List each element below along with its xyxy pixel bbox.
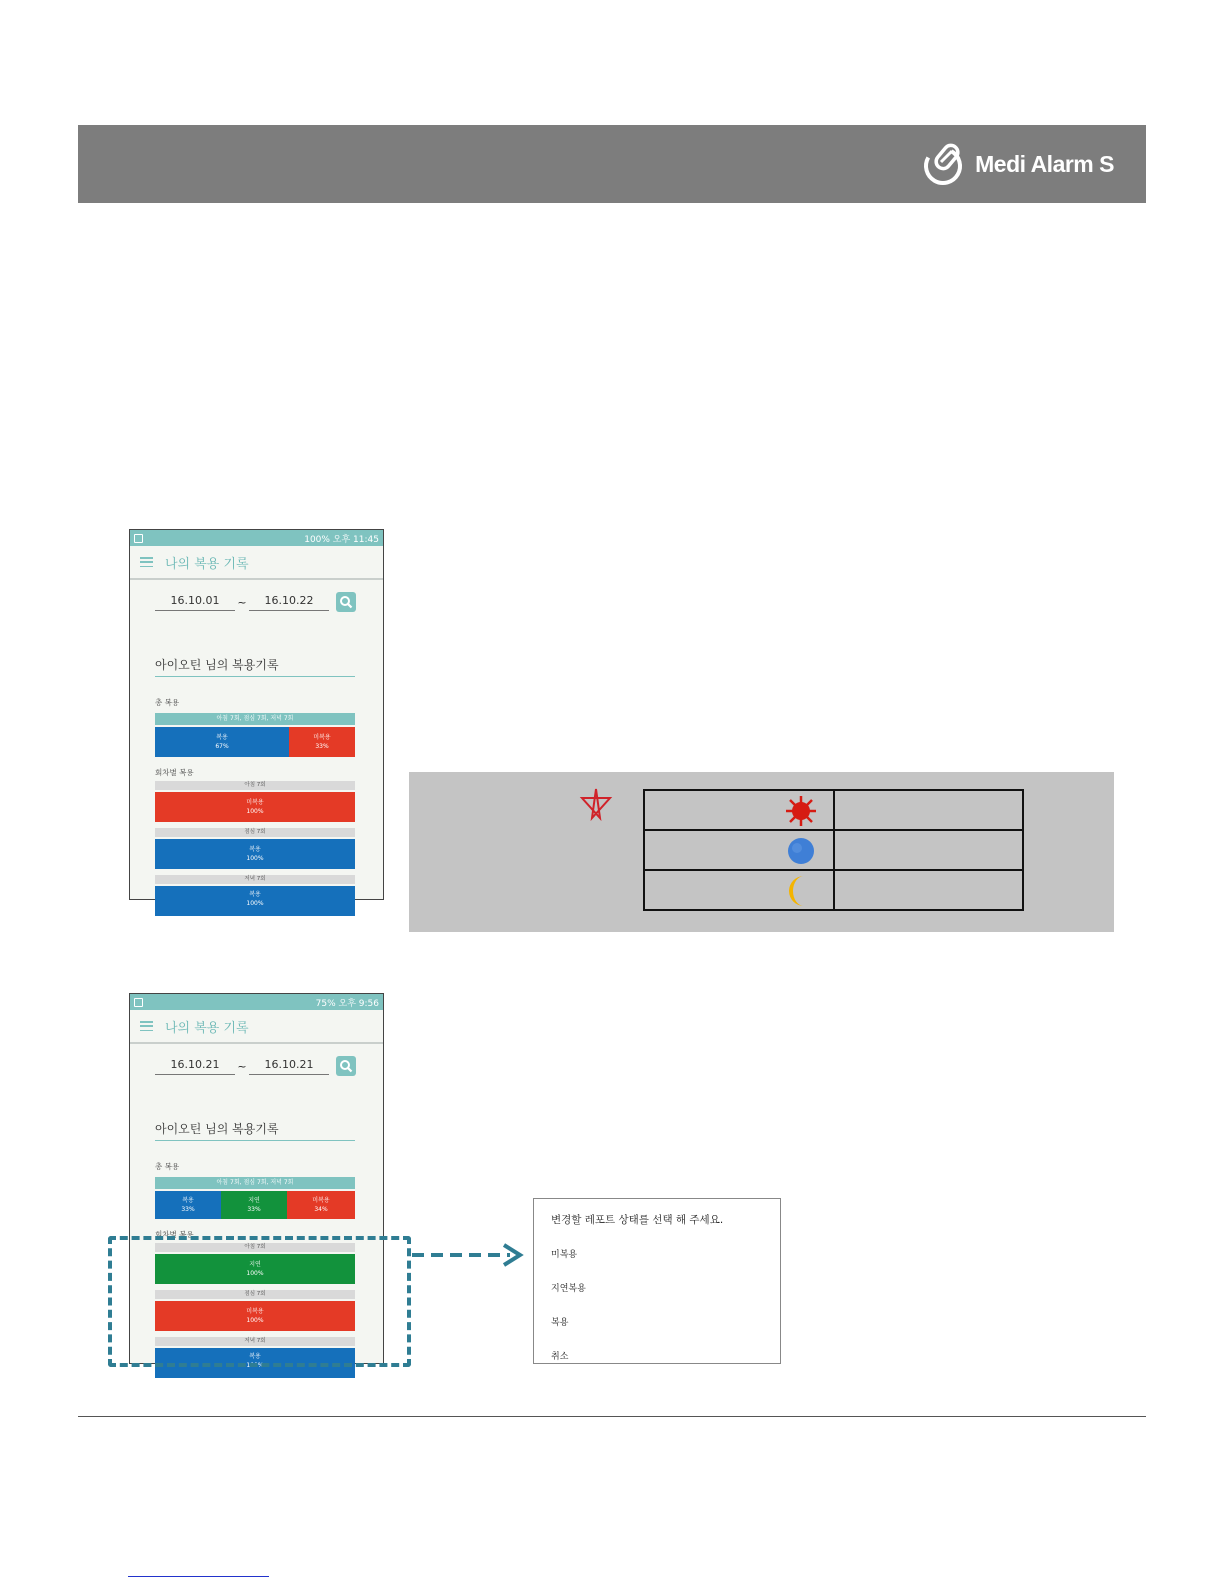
- round-bar[interactable]: [155, 839, 355, 869]
- total-segment-delayed: 지연 33%: [221, 1191, 287, 1219]
- round-band: 저녁 7회: [155, 1337, 355, 1346]
- search-icon: [339, 1059, 353, 1073]
- menu-icon[interactable]: [140, 1021, 153, 1031]
- status-text: 100% 오후 11:45: [304, 534, 379, 545]
- status-bar: [130, 530, 383, 546]
- round-segment: 복용 100%: [155, 886, 355, 916]
- total-bar: [155, 727, 355, 757]
- round-segment: 복용 100%: [155, 1348, 355, 1378]
- total-band: 아침 7회, 점심 7회, 저녁 7회: [155, 713, 355, 725]
- page-title: 나의 복용 기록: [165, 556, 249, 572]
- dialog-option-cancel[interactable]: 취소: [551, 1352, 569, 1362]
- footer-divider: [78, 1416, 1146, 1417]
- round-band: 점심 7회: [155, 828, 355, 837]
- header-bar: [78, 125, 1146, 203]
- legend-row-lunch: [644, 830, 1023, 870]
- highlight-box: [108, 1236, 411, 1367]
- moon-icon: [784, 874, 818, 908]
- app-bar: [130, 546, 383, 580]
- round-band: 점심 7회: [155, 1290, 355, 1299]
- total-label: 총 복용: [155, 698, 180, 707]
- date-range: [130, 592, 383, 612]
- star-icon: [579, 787, 613, 821]
- search-icon: [339, 595, 353, 609]
- search-button[interactable]: [336, 1056, 356, 1076]
- page-title: 나의 복용 기록: [165, 1020, 249, 1036]
- status-bar: [130, 994, 383, 1010]
- total-band: 아침 7회, 점심 7회, 저녁 7회: [155, 1177, 355, 1189]
- total-segment-missed: 미복용 33%: [289, 727, 355, 757]
- total-bar: [155, 1191, 355, 1219]
- record-title: 아이오틴 님의 복용기록: [155, 1120, 355, 1141]
- date-to-field[interactable]: 16.10.21: [249, 1058, 329, 1075]
- legend-row-morning: [644, 790, 1023, 830]
- search-button[interactable]: [336, 592, 356, 612]
- legend-panel: [409, 772, 1114, 932]
- record-title: 아이오틴 님의 복용기록: [155, 656, 355, 677]
- brand-logo: [921, 139, 1114, 189]
- cloud-icon: [784, 834, 818, 868]
- date-from-field[interactable]: 16.10.21: [155, 1058, 235, 1075]
- per-round-label: 회차별 복용: [155, 768, 194, 777]
- total-label: 총 복용: [155, 1162, 180, 1171]
- logo-text: Medi Alarm S: [975, 150, 1114, 177]
- total-segment-taken: 복용 33%: [155, 1191, 221, 1219]
- round-segment: 복용 100%: [155, 839, 355, 869]
- sun-icon: [784, 794, 818, 828]
- round-band: 저녁 7회: [155, 875, 355, 884]
- dialog-option-delayed[interactable]: 지연복용: [551, 1284, 586, 1294]
- round-band: 아침 7회: [155, 781, 355, 790]
- round-band: 아침 7회: [155, 1243, 355, 1252]
- total-segment-missed: 미복용 34%: [287, 1191, 355, 1219]
- date-from-field[interactable]: 16.10.01: [155, 594, 235, 611]
- footer-link-underline: [128, 1576, 269, 1577]
- round-segment: 미복용 100%: [155, 1301, 355, 1331]
- menu-icon[interactable]: [140, 557, 153, 567]
- legend-row-evening: [644, 870, 1023, 910]
- date-range: [130, 1056, 383, 1076]
- round-segment: 지연 100%: [155, 1254, 355, 1284]
- round-segment: 미복용 100%: [155, 792, 355, 822]
- dialog-option-taken[interactable]: 복용: [551, 1318, 569, 1328]
- round-bar[interactable]: [155, 886, 355, 916]
- notification-icon: [134, 998, 143, 1007]
- status-change-dialog: [533, 1198, 781, 1364]
- date-to-field[interactable]: 16.10.22: [249, 594, 329, 611]
- medi-alarm-logo-icon: [921, 140, 969, 188]
- round-bar[interactable]: [155, 792, 355, 822]
- status-text: 75% 오후 9:56: [315, 998, 379, 1009]
- date-separator: ~: [237, 1059, 247, 1073]
- legend-table: [643, 789, 1024, 911]
- dialog-title: 변경할 레포트 상태를 선택 해 주세요.: [551, 1214, 724, 1226]
- arrow-icon: [410, 1240, 528, 1270]
- notification-icon: [134, 534, 143, 543]
- phone-screenshot-1: [129, 529, 384, 907]
- date-separator: ~: [237, 595, 247, 609]
- dialog-option-missed[interactable]: 미복용: [551, 1250, 578, 1260]
- app-bar: [130, 1010, 383, 1044]
- total-segment-taken: 복용 67%: [155, 727, 289, 757]
- per-round-label: 회차별 복용: [155, 1230, 194, 1239]
